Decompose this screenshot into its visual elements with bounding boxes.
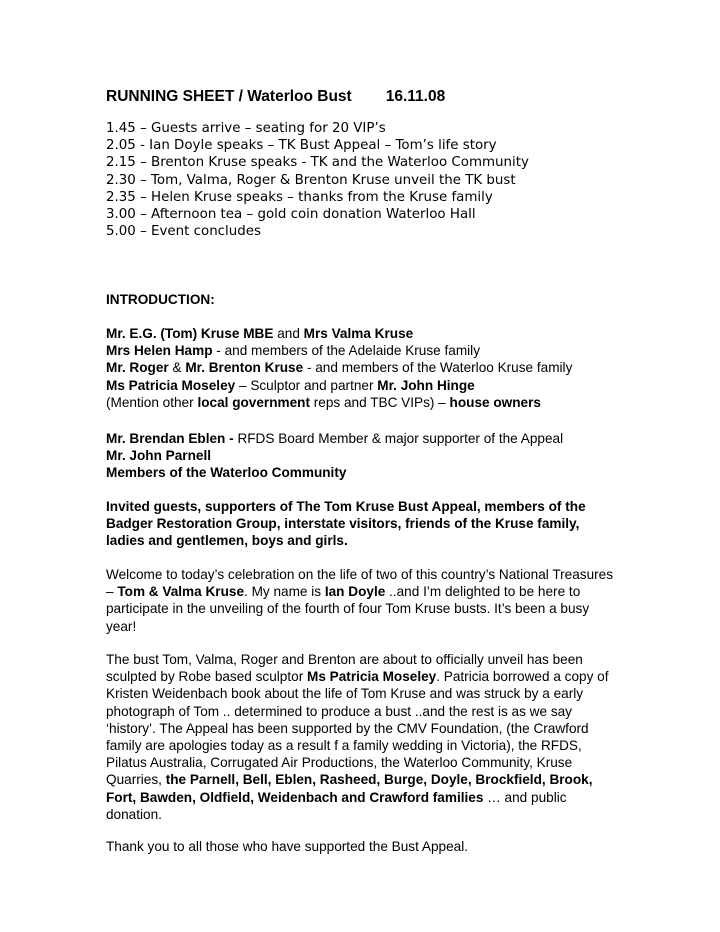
guest-line — [106, 394, 616, 411]
guest-text: reps and TBC VIPs) – — [310, 394, 450, 410]
guest-text: RFDS Board Member & major supporter of the Appeal — [237, 431, 564, 446]
schedule-item: 2.30 – Tom, Valma, Roger & Brenton Kruse unveil the TK bust — [106, 172, 516, 188]
title-text: RUNNING SHEET / Waterloo Bust — [106, 88, 352, 105]
schedule-item: 2.15 – Brenton Kruse speaks - TK and the Waterloo Community — [106, 155, 529, 171]
invited-guests-paragraph — [106, 498, 616, 550]
paragraph-text: Welcome to today’s celebration on the life of two of this country’s National Treasures – — [106, 567, 614, 600]
thanks-text: Thank you to all those who have supported the Bust Appeal. — [106, 839, 468, 854]
guest-text: – Sculptor and partner — [235, 377, 378, 393]
title-date: 16.11.08 — [385, 88, 446, 105]
guest-line — [106, 342, 616, 359]
paragraph-bold: the Parnell, Bell, Eblen, Rasheed, Burge, Doyle, Brockfield, Brook, Fort, Bawden, Oldfield, Weidenbach and Crawford families — [106, 772, 593, 805]
guest-line — [106, 377, 616, 394]
guest-name: Mrs Helen Hamp — [106, 343, 213, 359]
paragraph-bold: Ms Patricia Moseley — [307, 669, 437, 685]
guest-line — [106, 325, 616, 342]
guest-name: Mr. John Hinge — [377, 377, 475, 393]
welcome-paragraph — [106, 566, 616, 635]
guest-line — [106, 447, 616, 464]
guest-line — [106, 359, 616, 376]
guest-name: Members of the Waterloo Community — [106, 465, 347, 481]
paragraph-bold: Tom & Valma Kruse — [117, 584, 245, 600]
guest-text: (Mention other — [106, 394, 198, 410]
schedule-item: 2.05 - Ian Doyle speaks – TK Bust Appeal – Tom’s life story — [106, 138, 497, 154]
paragraph-text: . Patricia borrowed a copy of Kristen Weidenbach book about the life of Tom Kruse and was struck by a early photograph of Tom .. determined to produce a bust ..and the rest is as we say ‘history’. The Appeal has been supported by the CMV Foundation, (the Crawford family are apologies today as a result f a family wedding in Victoria), the RFDS, Pilatus Australia, Corrugated Air Productions, the Waterloo Community, Kruse Quarries, — [106, 669, 609, 788]
guest-name: local government — [197, 394, 310, 410]
paragraph-text: . My name is — [244, 584, 325, 600]
schedule-item: 3.00 – Afternoon tea – gold coin donation Waterloo Hall — [106, 206, 476, 222]
guest-name: Mr. E.G. (Tom) Kruse MBE — [106, 326, 274, 341]
guest-text: and — [273, 326, 304, 341]
schedule-item: 5.00 – Event concludes — [106, 224, 261, 240]
introduction-heading-text: INTRODUCTION: — [106, 292, 215, 307]
guest-name: Mr. Brenton Kruse — [185, 360, 304, 376]
introduction-guest-list — [106, 325, 616, 411]
paragraph-text: The bust Tom, Valma, Roger and Brenton are about to officially unveil has been sculpted by Robe based sculptor — [106, 652, 583, 685]
guest-name: house owners — [449, 394, 541, 410]
introduction-heading — [106, 291, 616, 308]
page-title — [106, 88, 445, 106]
guest-text: - and members of the Adelaide Kruse family — [212, 343, 480, 359]
guest-text: - and members of the Waterloo Kruse family — [303, 360, 573, 376]
bust-paragraph — [106, 651, 616, 823]
guest-name: Mr. John Parnell — [106, 448, 211, 464]
schedule-list — [106, 120, 529, 240]
thanks-paragraph — [106, 838, 616, 855]
paragraph-text: … and public donation. — [106, 789, 567, 822]
schedule-item: 2.35 – Helen Kruse speaks – thanks from the Kruse family — [106, 189, 493, 205]
guest-name: Mr. Roger — [106, 360, 169, 376]
invited-guests-text: Invited guests, supporters of The Tom Kruse Bust Appeal, members of the Badger Restoration Group, interstate visitors, friends of the Kruse family, ladies and gentlemen, boys and girls. — [106, 499, 586, 549]
paragraph-text: ..and I’m delighted to be here to participate in the unveiling of the fourth of four Tom Kruse busts. It’s been a busy year! — [106, 584, 590, 634]
guest-name: Ms Patricia Moseley — [106, 377, 236, 393]
guest-name: Mr. Brendan Eblen - — [106, 431, 238, 446]
guest-text: & — [168, 360, 186, 376]
schedule-item: 1.45 – Guests arrive – seating for 20 VIP’s — [106, 121, 386, 136]
guest-line — [106, 464, 616, 481]
introduction-supporters — [106, 430, 616, 482]
guest-line — [106, 430, 616, 447]
guest-name: Mrs Valma Kruse — [303, 326, 414, 341]
paragraph-bold: Ian Doyle — [324, 584, 386, 600]
